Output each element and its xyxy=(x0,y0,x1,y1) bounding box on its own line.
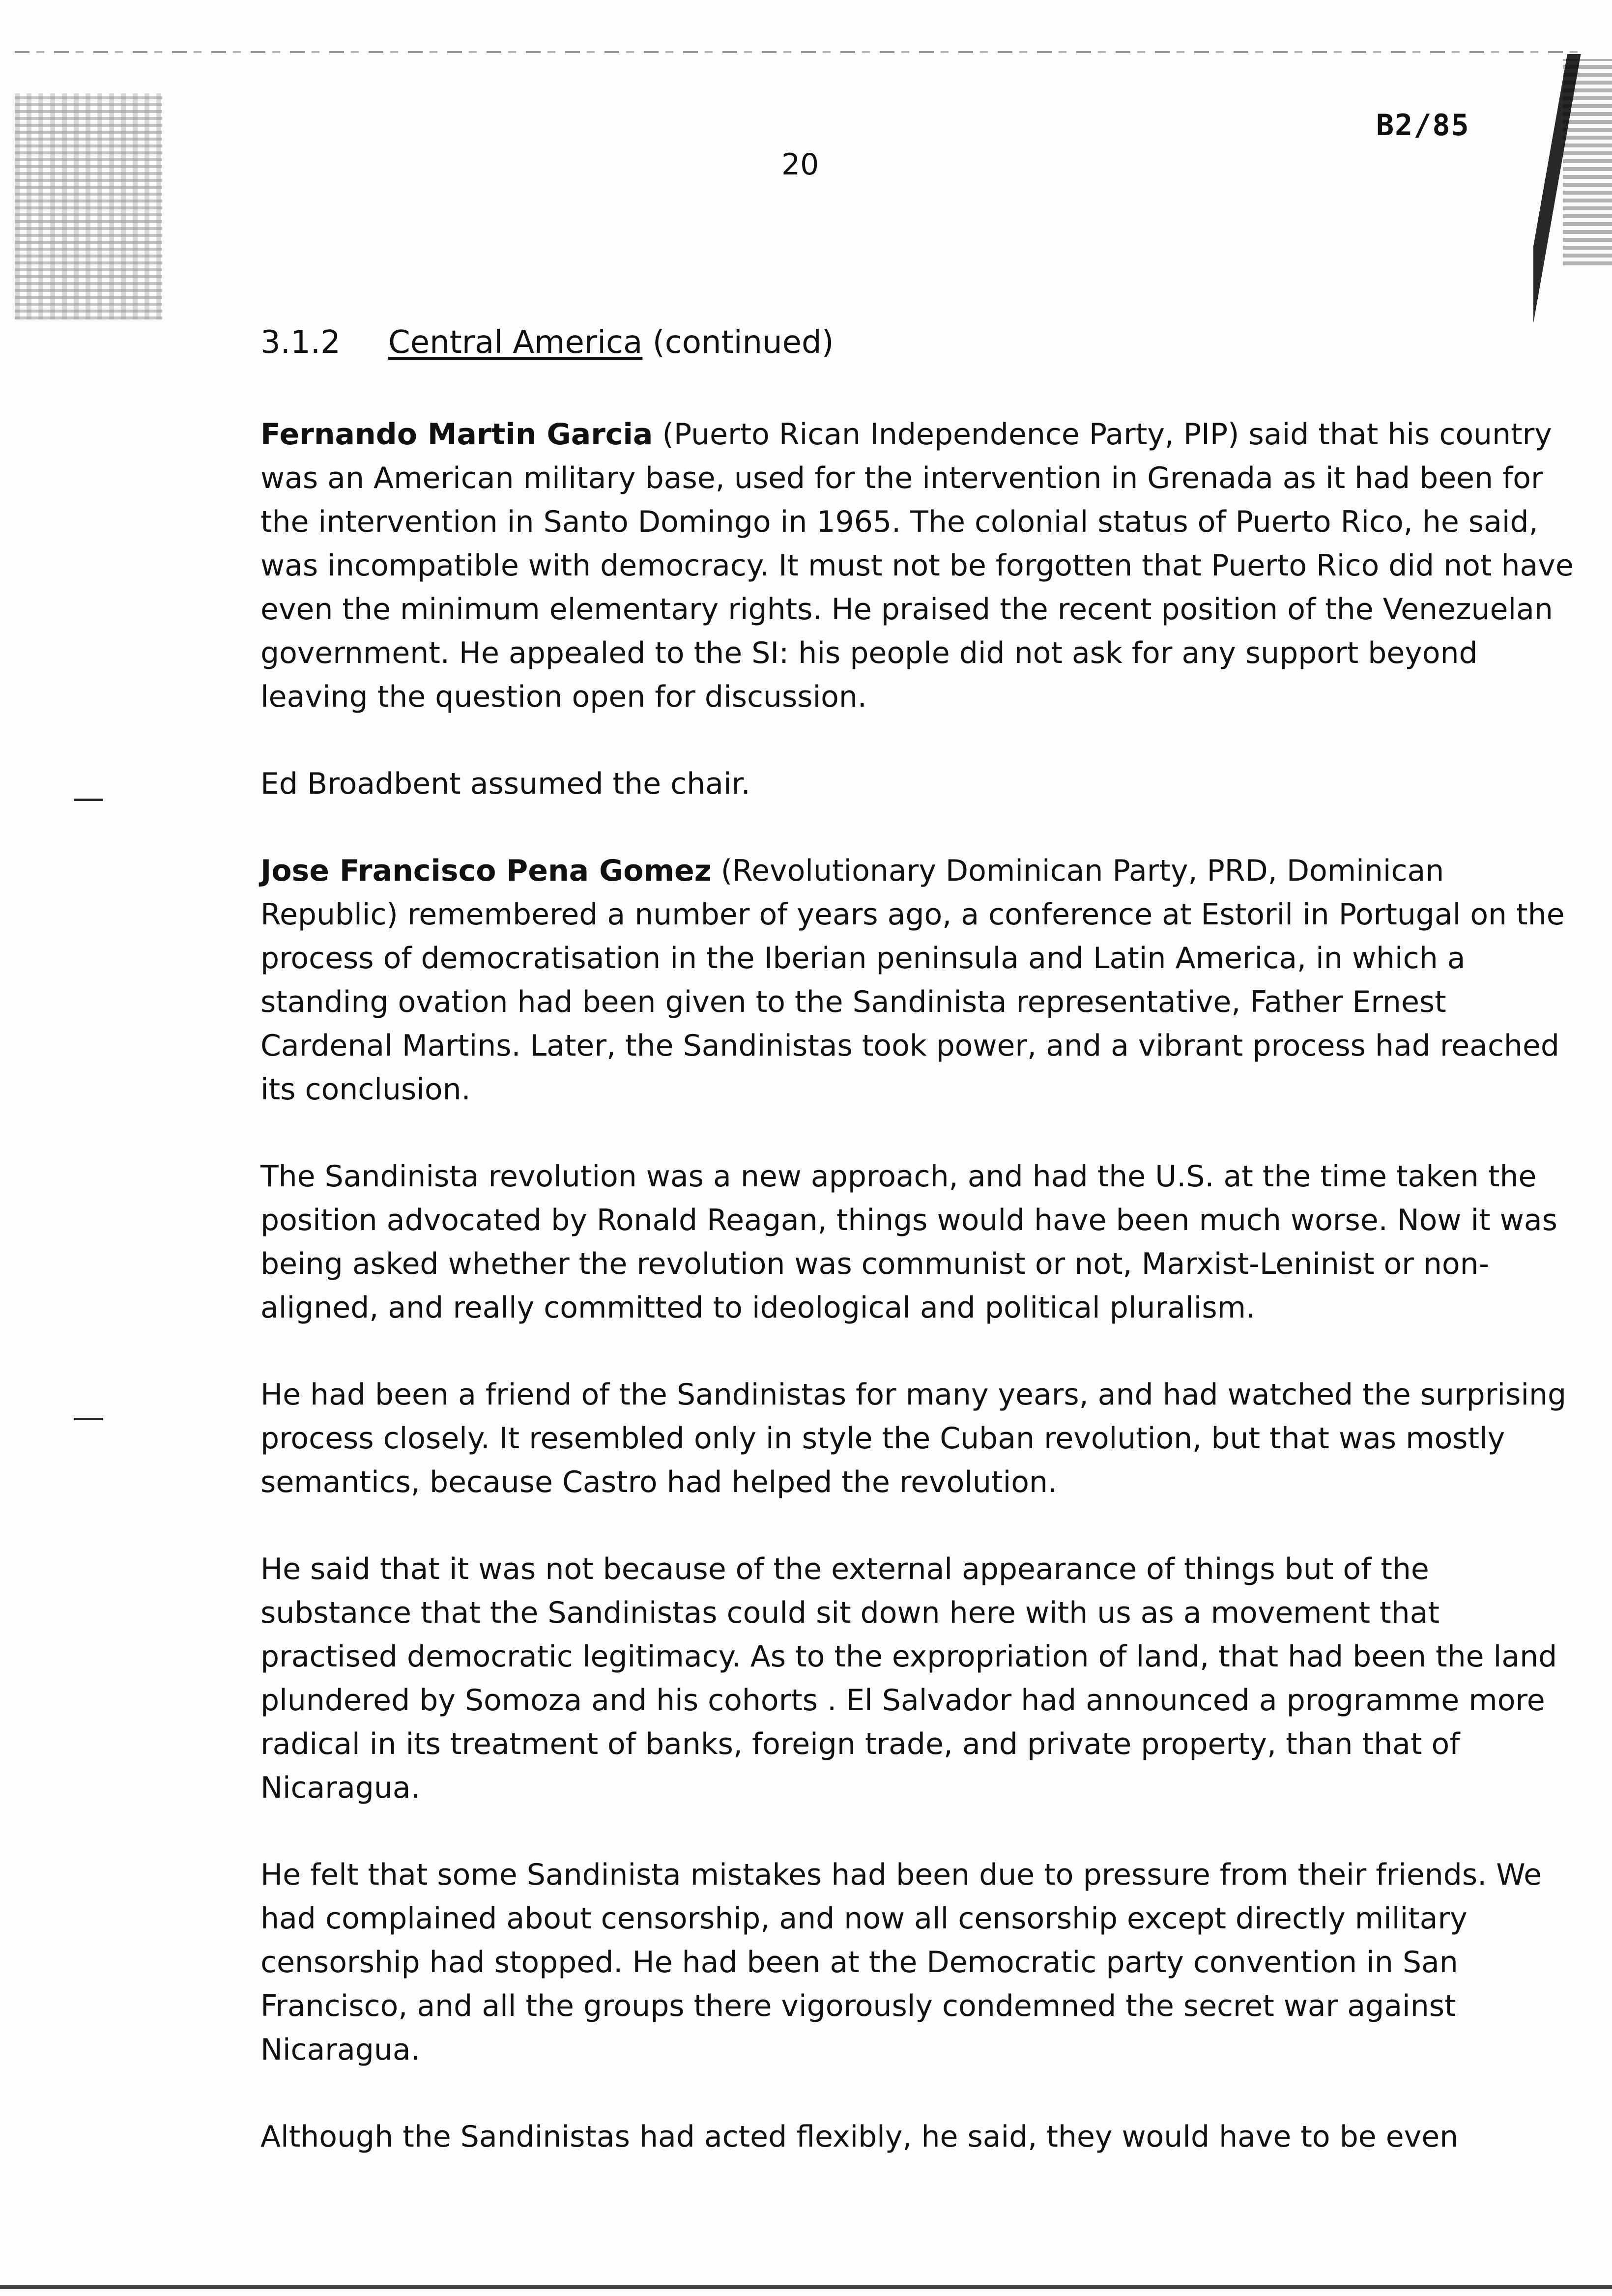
document-body xyxy=(260,413,1578,2202)
document-reference-code: B2/85 xyxy=(1376,108,1470,143)
section-title: Central America xyxy=(388,324,643,361)
speaker-name: Fernando Martin Garcia xyxy=(260,417,653,452)
paragraph-text: Ed Broadbent assumed the chair. xyxy=(260,767,750,801)
scan-noise-right xyxy=(1563,59,1612,265)
paragraph-text: (Puerto Rican Independence Party, PIP) said that his country was an American military base, used for the intervention in Grenada as it had been for the intervention in Santo Domingo in 1965. The colonial status of Puerto Rico, he said, was incompatible with democracy. It must not be forgotten that Puerto Rico did not have even the minimum elementary rights. He praised the recent position of the Venezuelan government. He appealed to the SI: his people did not ask for any support beyond leaving the question open for discussion. xyxy=(260,417,1574,714)
paragraph-text: Although the Sandinistas had acted flexibly, he said, they would have to be even xyxy=(260,2120,1459,2154)
paragraph-text: The Sandinista revolution was a new approach, and had the U.S. at the time taken the position advocated by Ronald Reagan, things would have been much worse. Now it was being asked whether the revolution was communist or not, Marxist-Leninist or non-aligned, and really committed to ideological and political pluralism. xyxy=(260,1159,1557,1325)
paragraph xyxy=(260,1548,1578,1810)
paragraph-text: (Revolutionary Dominican Party, PRD, Dominican Republic) remembered a number of years ago, a conference at Estoril in Portugal on the process of democratisation in the Iberian peninsula and Latin America, in which a standing ovation had been given to the Sandinista representative, Father Ernest Cardenal Martins. Later, the Sandinistas took power, and a vibrant process had reached its conclusion. xyxy=(260,854,1565,1107)
section-number: 3.1.2 xyxy=(260,324,341,361)
scan-edge-line-bottom xyxy=(0,2285,1612,2289)
paragraph xyxy=(260,1373,1578,1504)
section-title-suffix: (continued) xyxy=(642,324,834,361)
scan-noise-left xyxy=(15,93,162,319)
paragraph xyxy=(260,413,1578,719)
paragraph xyxy=(260,2115,1578,2159)
margin-mark xyxy=(74,799,103,801)
margin-mark xyxy=(74,1418,103,1420)
paragraph xyxy=(260,1155,1578,1330)
page-number: 20 xyxy=(781,147,819,182)
paragraph-text: He had been a friend of the Sandinistas for many years, and had watched the surprising process closely. It resembled only in style the Cuban revolution, but that was mostly semantics, because Castro had helped the revolution. xyxy=(260,1378,1567,1499)
section-heading xyxy=(260,324,834,361)
paragraph xyxy=(260,849,1578,1112)
paragraph xyxy=(260,762,1578,806)
paragraph-text: He said that it was not because of the external appearance of things but of the substance that the Sandinistas could sit down here with us as a movement that practised democratic legitimacy. As to the expropriation of land, that had been the land plundered by Somoza and his cohorts . El Salvador had announced a programme more radical in its treatment of banks, foreign trade, and private property, than that of Nicaragua. xyxy=(260,1552,1557,1805)
paragraph xyxy=(260,1853,1578,2072)
paragraph-text: He felt that some Sandinista mistakes had been due to pressure from their friends. We had complained about censorship, and now all censorship except directly military censorship had stopped. He had been at the Democratic party convention in San Francisco, and all the groups there vigorously condemned the secret war against Nicaragua. xyxy=(260,1858,1542,2067)
scan-edge-line-top xyxy=(15,51,1587,53)
speaker-name: Jose Francisco Pena Gomez xyxy=(260,854,712,888)
